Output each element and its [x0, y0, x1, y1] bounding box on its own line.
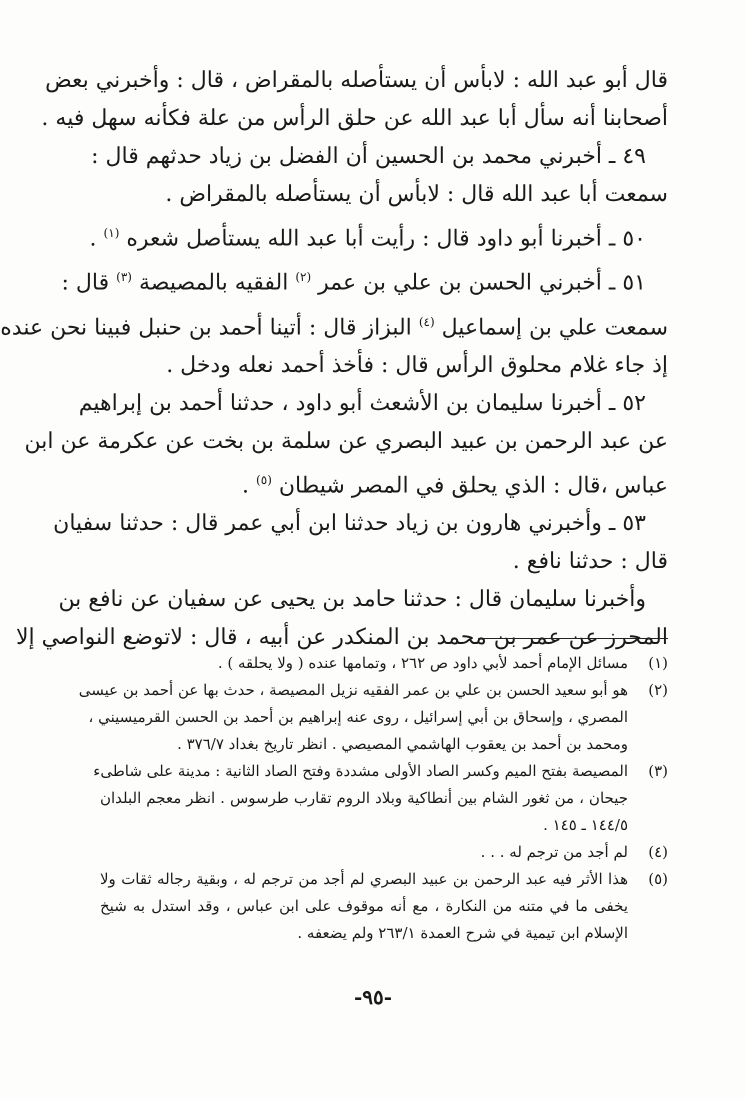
text-line: المحرز عن عمر بن محمد بن المنكدر عن أبيه ، قال : لاتوضع النواصي إلا: [15, 625, 668, 651]
text-line: قال أبو عبد الله : لابأس أن يستأصله بالمقراض ، قال : وأخبرني بعض: [45, 68, 668, 93]
footnote-ref: (١): [103, 226, 120, 240]
footnote-text: لم أجد من ترجم له . . .: [480, 843, 628, 861]
footnote-separator: [478, 638, 668, 639]
text-line: أصحابنا أنه سأل أبا عبد الله عن حلق الرأس من علة فكأنه سهل فيه .: [41, 106, 668, 131]
footnote-text: هذا الأثر فيه عبد الرحمن بن عبيد البصري لم أجد من ترجم له ، وبقية رجاله ثقات ولا: [100, 870, 628, 888]
footnote-number: (٥): [648, 870, 668, 888]
footnote-text: الإسلام ابن تيمية في شرح العمدة ٢٦٣/١ ولم يضعفه .: [297, 924, 628, 942]
footnote-ref: (٥): [256, 472, 272, 487]
footnote-text: المصيصة بفتح الميم وكسر الصاد الأولى مشددة وفتح الصاد الثانية : مدينة على شاطىء: [93, 762, 628, 780]
footnote-ref: (٢): [295, 270, 312, 285]
footnote-text: هو أبو سعيد الحسن بن علي بن عمر الفقيه نزيل المصيصة ، حدث بها عن أحمد بن عيسى: [78, 681, 628, 699]
page-number: -٩٥-: [353, 985, 393, 1009]
footnote-1: [100, 650, 668, 677]
hadith-52-line: ٥٢ ـ أخبرنا سليمان بن الأشعث أبو داود ، حدثنا أحمد بن إبراهيم: [78, 390, 646, 416]
hadith-51-line: ٥١ ـ أخبرني الحسن بن علي بن عمر $^{(٢)}$ الفقيه بالمصيصة $^{(٣)}$ قال :: [61, 270, 646, 296]
main-text: [0, 62, 668, 657]
footnote-number: (٤): [648, 843, 668, 861]
footnote-2: [78, 677, 668, 758]
text-line: قال : حدثنا نافع .: [512, 549, 668, 575]
text-line: عباس ،قال : الذي يحلق في المصر شيطان $^{(٥)}$ .: [242, 472, 668, 499]
footnote-3: [93, 758, 668, 839]
footnote-text: جيحان ، من ثغور الشام بين أنطاكية وبلاد الروم تقارب طرسوس . انظر معجم البلدان: [100, 789, 628, 807]
footnote-text: ١٤٤/٥ ـ ١٤٥ .: [543, 816, 628, 834]
hadith-50-line: ٥٠ ـ أخبرنا أبو داود قال : رأيت أبا عبد الله يستأصل شعره $^{(١)}$ .: [89, 226, 646, 252]
footnote-number: (٢): [648, 681, 668, 699]
footnote-number: (١): [648, 654, 668, 672]
text-line: سمعت علي بن إسماعيل $^{(٤)}$ البزاز قال : أتينا أحمد بن حنبل فبينا نحن عنده: [0, 314, 668, 340]
footnote-ref: (٤): [418, 314, 435, 329]
hadith-49-line: ٤٩ ـ أخبرني محمد بن الحسين أن الفضل بن زياد حدثهم قال :: [91, 144, 646, 169]
footnote-5: [100, 866, 668, 947]
text-line: وأخبرنا سليمان قال : حدثنا حامد بن يحيى عن سفيان عن نافع بن: [58, 587, 646, 613]
footnote-number: (٣): [648, 762, 668, 780]
text-line: عن عبد الرحمن بن عبيد البصري عن سلمة بن بخت عن عكرمة عن ابن: [24, 428, 668, 454]
footnote-text: ومحمد بن أحمد بن يعقوب الهاشمي المصيصي . انظر تاريخ بغداد ٣٧٦/٧ .: [177, 735, 628, 753]
footnote-4: [100, 839, 668, 866]
text-line: إذ جاء غلام محلوق الرأس قال : فأخذ أحمد نعله ودخل .: [166, 352, 668, 378]
hadith-53-line: ٥٣ ـ وأخبرني هارون بن زياد حدثنا ابن أبي عمر قال : حدثنا سفيان: [53, 511, 646, 537]
footnote-text: يخفى ما في متنه من النكارة ، مع أنه موقوف على ابن عباس ، وقد استدل به شيخ: [100, 897, 628, 915]
text-line: سمعت أبا عبد الله قال : لابأس أن يستأصله بالمقراض .: [165, 182, 668, 207]
footnote-ref: (٣): [116, 270, 132, 285]
footnote-text: مسائل الإمام أحمد لأبي داود ص ٢٦٢ ، وتمامها عنده ( ولا يحلقه ) .: [217, 654, 628, 672]
footnotes: [78, 650, 668, 947]
footnote-text: المصري ، وإسحاق بن أبي إسرائيل ، روى عنه إبراهيم بن أحمد بن الحسن القرميسيني ،: [88, 708, 628, 726]
